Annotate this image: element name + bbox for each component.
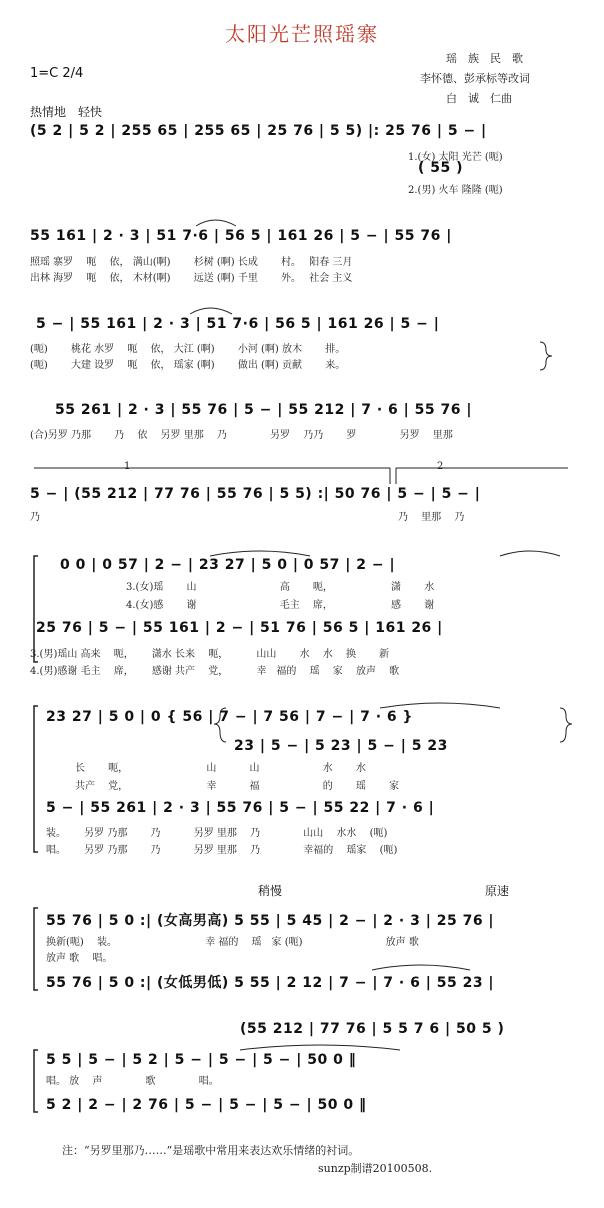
score-line-2: 55 161 | 2 · 3 | 51 7·6 | 56 5 | 161 26 | 5 − | 55 76 | (30, 228, 452, 244)
song-source: 瑶 族 民 歌 (446, 52, 523, 65)
tempo-slow: 稍慢 (258, 884, 283, 898)
score-line-14: 5 2 | 2 − | 2 76 | 5 − | 5 − | 5 − | 50 0 ‖ (46, 1097, 367, 1113)
lyric-line-9-b: 唱。 另罗 乃那 乃 另罗 里那 乃 幸福的 瑶家 (呃) (46, 845, 398, 856)
lyric-line-5-a: 乃 (30, 512, 40, 523)
tempo-marking: 热情地 轻快 (30, 105, 103, 119)
lyric-line-1-verse-2: 2.(男) 火车 隆隆 (呃) (408, 185, 503, 196)
score-line-8-lower: 23 | 5 − | 5 23 | 5 − | 5 23 (234, 738, 448, 754)
score-line-5: 5 − | (55 212 | 77 76 | 55 76 | 5 5) :| 50 76 | 5 − | 5 − | (30, 486, 481, 502)
lyric-line-6-verse-3: 3.(女)瑶 山 高 呃， 潇 水 (126, 582, 435, 593)
transcriber-signature: sunzp制谱20100508. (318, 1162, 433, 1175)
tempo-restore: 原速 (485, 884, 510, 898)
lyric-line-10-a: 换新(呃) 装。 幸 福的 瑶 家 (呃) 放声 歌 (46, 937, 419, 948)
score-line-12: (55 212 | 77 76 | 5 5 7 6 | 50 5 ) (240, 1021, 505, 1037)
lyric-line-7-verse-4: 4.(男)感谢 毛主 席， 感谢 共产 党， 幸 福的 瑶 家 放声 歌 (30, 666, 400, 677)
lyric-line-10-b: 放声 歌 唱。 (46, 953, 113, 964)
lyric-line-3-verse-1: (呃) 桃花 水罗 呃 依， 大江 (啊) 小河 (啊) 放木 排。 (30, 344, 346, 355)
score-line-13: 5 5 | 5 − | 5 2 | 5 − | 5 − | 5 − | 50 0 ‖ (46, 1052, 357, 1068)
score-line-10: 55 76 | 5 0 :| (女高男高) 5 55 | 5 45 | 2 − | 2 · 3 | 25 76 | (46, 913, 495, 929)
lyric-line-13: 唱。 放 声 歌 唱。 (46, 1076, 219, 1087)
footnote: 注：“另罗里那乃……”是瑶歌中常用来表达欢乐情绪的衬词。 (62, 1144, 360, 1157)
score-line-7: 25 76 | 5 − | 55 161 | 2 − | 51 76 | 56 5 | 161 26 | (36, 620, 443, 636)
lyric-line-7-verse-3: 3.(男)瑶山 高来 呃， 潇水 长来 呃， 山山 水 水 换 新 (30, 649, 390, 660)
lyric-line-1-verse-1: 1.(女) 太阳 光芒 (呃) (408, 152, 503, 163)
lyric-line-9-a: 装。 另罗 乃那 乃 另罗 里那 乃 山山 水水 (呃) (46, 828, 388, 839)
volta-2-label: 2 (437, 461, 444, 472)
lyric-line-8-a: 长 呃， 山 山 水 水 (75, 763, 366, 774)
lyric-line-2-verse-2: 出林 海罗 呃 依， 木材(啊) 远送 (啊) 千里 外。 社会 主义 (30, 273, 353, 284)
lyric-line-2-verse-1: 照瑶 寨罗 呃 依， 满山(啊) 杉树 (啊) 长成 村。 阳春 三月 (30, 257, 353, 268)
score-line-9: 5 − | 55 261 | 2 · 3 | 55 76 | 5 − | 55 22 | 7 · 6 | (46, 800, 435, 816)
lyric-line-4: (合)另罗 乃那 乃 依 另罗 里那 乃 另罗 乃乃 罗 另罗 里那 (30, 430, 453, 441)
song-title: 太阳光芒照瑶寨 (225, 22, 379, 46)
score-line-6: 0 0 | 0 57 | 2 − | 23 27 | 5 0 | 0 57 | 2 − | (60, 557, 396, 573)
alt-notes: ( 55 ) (418, 160, 464, 176)
score-line-11: 55 76 | 5 0 :| (女低男低) 5 55 | 2 12 | 7 − | 7 · 6 | 55 23 | (46, 975, 495, 991)
lyric-line-5-b: 乃 里那 乃 (398, 512, 465, 523)
lyric-line-8-b: 共产 党， 幸 福 的 瑶 家 (75, 781, 400, 792)
lyricists: 李怀德、彭承标等改词 (420, 72, 530, 85)
volta-1-label: 1 (124, 461, 131, 472)
lyric-line-6-verse-4: 4.(女)感 谢 毛主 席， 感 谢 (126, 600, 435, 611)
lyric-line-3-verse-2: (呃) 大建 设罗 呃 依， 瑶家 (啊) 做出 (啊) 贡献 来。 (30, 360, 346, 371)
score-line-4: 55 261 | 2 · 3 | 55 76 | 5 − | 55 212 | 7 · 6 | 55 76 | (55, 402, 472, 418)
score-line-8-upper: 23 27 | 5 0 | 0 { 56 | 7 − | 7 56 | 7 − | 7 · 6 } (46, 709, 413, 725)
score-line-3: 5 − | 55 161 | 2 · 3 | 51 7·6 | 56 5 | 161 26 | 5 − | (36, 316, 440, 332)
key-signature: 1=C 2/4 (30, 66, 84, 81)
composer: 白 诚 仁曲 (446, 92, 512, 105)
score-line-1: (5 2 | 5 2 | 255 65 | 255 65 | 25 76 | 5 5) |: 25 76 | 5 − | (30, 123, 487, 139)
